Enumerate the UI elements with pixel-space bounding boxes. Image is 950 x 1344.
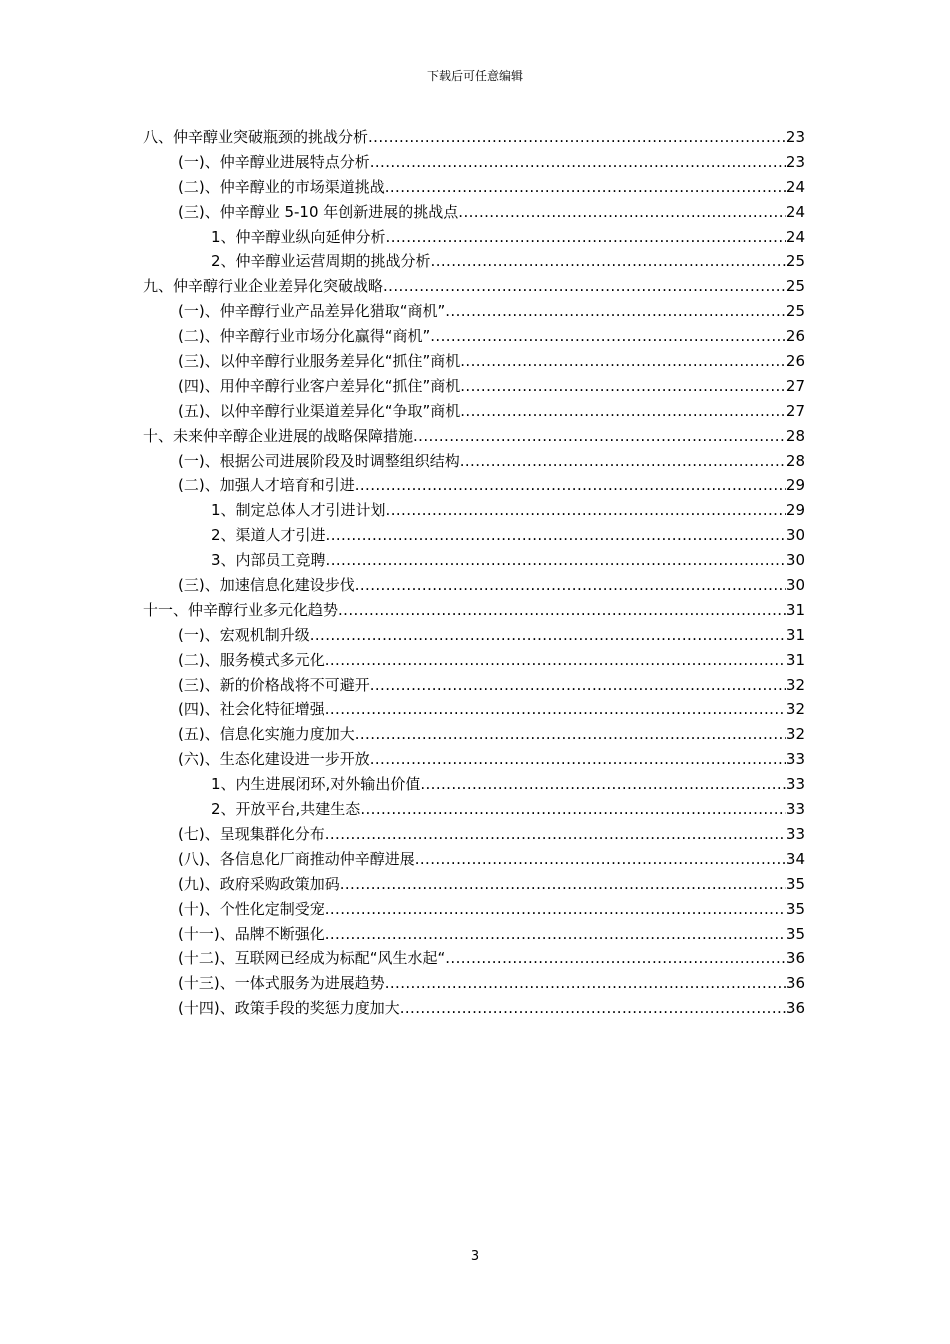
- toc-entry[interactable]: [143, 822, 805, 847]
- toc-entry-title: (二)、仲辛醇行业市场分化赢得“商机”: [178, 327, 431, 346]
- toc-dot-leader: [460, 374, 786, 399]
- toc-entry[interactable]: [143, 424, 805, 449]
- toc-dot-leader: [420, 772, 786, 797]
- toc-entry-title: 3、内部员工竞聘: [211, 551, 326, 570]
- toc-entry[interactable]: [143, 872, 805, 897]
- toc-entry-title: (十)、个性化定制受宠: [178, 899, 325, 918]
- toc-entry[interactable]: [143, 847, 805, 872]
- toc-entry-title: 八、仲辛醇业突破瓶颈的挑战分析: [143, 128, 369, 146]
- toc-dot-leader: [355, 722, 786, 747]
- toc-entry[interactable]: [143, 150, 805, 175]
- toc-entry[interactable]: [143, 473, 805, 498]
- toc-entry-title: 1、内生进展闭环,对外输出价值: [211, 775, 421, 794]
- toc-entry[interactable]: [143, 399, 805, 424]
- toc-dot-leader: [325, 648, 786, 673]
- toc-entry[interactable]: [143, 897, 805, 922]
- toc-entry-title: (九)、政府采购政策加码: [178, 874, 340, 893]
- toc-entry[interactable]: [143, 274, 805, 299]
- toc-dot-leader: [360, 797, 786, 822]
- toc-dot-leader: [338, 598, 786, 623]
- toc-entry-title: (十四)、政策手段的奖惩力度加大: [178, 999, 400, 1018]
- toc-entry-title: (一)、宏观机制升级: [178, 625, 310, 644]
- toc-entry-page: 33: [785, 824, 805, 843]
- toc-entry[interactable]: [143, 225, 805, 250]
- toc-entry[interactable]: [143, 797, 805, 822]
- toc-dot-leader: [385, 971, 786, 996]
- toc-dot-leader: [325, 697, 786, 722]
- toc-entry-title: (三)、以仲辛醇行业服务差异化“抓住”商机: [178, 352, 461, 371]
- toc-entry-title: 1、仲辛醇业纵向延伸分析: [211, 227, 386, 246]
- toc-dot-leader: [368, 125, 786, 150]
- toc-entry-page: 26: [785, 352, 805, 371]
- toc-entry[interactable]: [143, 200, 805, 225]
- toc-entry-page: 31: [785, 600, 805, 619]
- toc-entry-title: 1、制定总体人才引进计划: [211, 501, 386, 520]
- toc-entry[interactable]: [143, 175, 805, 200]
- toc-entry-page: 24: [785, 202, 805, 221]
- toc-entry-title: 2、渠道人才引进: [211, 526, 326, 545]
- toc-entry-title: 九、仲辛醇行业企业差异化突破战略: [143, 277, 384, 296]
- toc-dot-leader: [460, 349, 786, 374]
- toc-entry-page: 23: [785, 128, 805, 146]
- toc-entry-page: 23: [785, 152, 805, 171]
- toc-dot-leader: [383, 274, 786, 299]
- page-header: 下载后可任意编辑: [426, 69, 523, 83]
- toc-entry-title: (四)、用仲辛醇行业客户差异化“抓住”商机: [178, 376, 461, 395]
- toc-entry-page: 30: [785, 551, 805, 570]
- toc-entry-page: 29: [785, 476, 805, 495]
- toc-dot-leader: [385, 175, 786, 200]
- toc-entry-page: 32: [785, 675, 805, 694]
- toc-dot-leader: [460, 449, 786, 474]
- toc-entry-title: (一)、仲辛醇业进展特点分析: [178, 152, 370, 171]
- toc-entry-title: (三)、仲辛醇业 5-10 年创新进展的挑战点: [178, 202, 459, 221]
- toc-entry-page: 36: [785, 949, 805, 968]
- toc-entry-page: 34: [785, 849, 805, 868]
- toc-entry-title: (十二)、互联网已经成为标配“风生水起“: [178, 949, 446, 968]
- toc-entry-page: 30: [785, 576, 805, 595]
- toc-entry-page: 24: [785, 177, 805, 196]
- toc-dot-leader: [340, 872, 786, 897]
- toc-entry-title: (三)、加速信息化建设步伐: [178, 576, 355, 595]
- toc-entry[interactable]: [143, 449, 805, 474]
- toc-entry-title: (一)、仲辛醇行业产品差异化猎取“商机”: [178, 302, 446, 321]
- toc-entry[interactable]: [143, 623, 805, 648]
- toc-entry-page: 30: [785, 526, 805, 545]
- toc-entry-title: (六)、生态化建设进一步开放: [178, 750, 370, 769]
- toc-entry-page: 33: [785, 775, 805, 794]
- toc-entry[interactable]: [143, 946, 805, 971]
- toc-entry[interactable]: [143, 598, 805, 623]
- toc-dot-leader: [370, 673, 786, 698]
- toc-entry-title: 十一、仲辛醇行业多元化趋势: [143, 600, 339, 619]
- toc-dot-leader: [445, 299, 786, 324]
- toc-entry-page: 32: [785, 700, 805, 719]
- toc-entry-page: 25: [785, 302, 805, 321]
- toc-entry[interactable]: [143, 922, 805, 947]
- toc-dot-leader: [445, 946, 786, 971]
- toc-entry-page: 26: [785, 327, 805, 346]
- toc-entry-title: (八)、各信息化厂商推动仲辛醇进展: [178, 849, 415, 868]
- toc-entry[interactable]: [143, 498, 805, 523]
- toc-dot-leader: [400, 996, 786, 1021]
- toc-dot-leader: [430, 324, 786, 349]
- toc-entry[interactable]: [143, 971, 805, 996]
- toc-entry[interactable]: [143, 648, 805, 673]
- toc-entry[interactable]: [143, 125, 805, 150]
- toc-entry[interactable]: [143, 747, 805, 772]
- toc-entry-page: 31: [785, 625, 805, 644]
- toc-entry[interactable]: [143, 523, 805, 548]
- toc-entry-page: 28: [785, 426, 805, 445]
- toc-entry[interactable]: [143, 349, 805, 374]
- toc-entry-page: 32: [785, 725, 805, 744]
- toc-entry[interactable]: [143, 697, 805, 722]
- toc-dot-leader: [370, 747, 786, 772]
- toc-entry-title: 十、未来仲辛醇企业进展的战略保障措施: [143, 426, 414, 445]
- toc-entry-page: 29: [785, 501, 805, 520]
- toc-entry-title: 2、仲辛醇业运营周期的挑战分析: [211, 252, 431, 271]
- toc-dot-leader: [386, 498, 786, 523]
- toc-dot-leader: [355, 573, 786, 598]
- toc-dot-leader: [355, 473, 786, 498]
- toc-entry[interactable]: [143, 374, 805, 399]
- toc-entry-page: 25: [785, 252, 805, 271]
- toc-dot-leader: [325, 897, 786, 922]
- toc-entry-title: (二)、仲辛醇业的市场渠道挑战: [178, 177, 385, 196]
- toc-entry-page: 27: [785, 401, 805, 420]
- toc-entry-title: (四)、社会化特征增强: [178, 700, 325, 719]
- toc-dot-leader: [386, 225, 786, 250]
- toc-entry[interactable]: [143, 722, 805, 747]
- toc-entry[interactable]: [143, 249, 805, 274]
- toc-dot-leader: [460, 399, 786, 424]
- toc-entry-title: (三)、新的价格战将不可避开: [178, 675, 370, 694]
- toc-dot-leader: [325, 822, 786, 847]
- toc-entry-title: (五)、信息化实施力度加大: [178, 725, 355, 744]
- toc-entry[interactable]: [143, 324, 805, 349]
- toc-entry-title: (五)、以仲辛醇行业渠道差异化“争取”商机: [178, 401, 461, 420]
- toc-dot-leader: [431, 249, 786, 274]
- toc-entry-title: (二)、加强人才培育和引进: [178, 476, 355, 495]
- toc-entry-page: 33: [785, 800, 805, 819]
- toc-entry-title: (一)、根据公司进展阶段及时调整组织结构: [178, 451, 460, 470]
- toc-entry-page: 31: [785, 650, 805, 669]
- toc-dot-leader: [326, 548, 786, 573]
- toc-entry-page: 33: [785, 750, 805, 769]
- toc-entry-page: 27: [785, 376, 805, 395]
- toc-dot-leader: [413, 424, 786, 449]
- toc-dot-leader: [458, 200, 786, 225]
- toc-entry[interactable]: [143, 299, 805, 324]
- toc-dot-leader: [370, 150, 786, 175]
- page-number: 3: [470, 1249, 480, 1264]
- toc-entry-title: (七)、呈现集群化分布: [178, 824, 325, 843]
- toc-dot-leader: [415, 847, 786, 872]
- toc-entry-page: 36: [785, 999, 805, 1018]
- toc-entry[interactable]: [143, 996, 805, 1021]
- toc-entry-page: 35: [785, 924, 805, 943]
- toc-entry[interactable]: [143, 548, 805, 573]
- toc-entry-page: 35: [785, 874, 805, 893]
- toc-entry-title: (十三)、一体式服务为进展趋势: [178, 974, 385, 993]
- toc-entry-title: (十一)、品牌不断强化: [178, 924, 325, 943]
- toc-dot-leader: [310, 623, 786, 648]
- toc-entry-page: 28: [785, 451, 805, 470]
- toc-entry[interactable]: [143, 573, 805, 598]
- table-of-contents: [143, 125, 805, 1021]
- toc-dot-leader: [325, 922, 786, 947]
- toc-entry-page: 25: [785, 277, 805, 296]
- toc-entry-page: 36: [785, 974, 805, 993]
- toc-entry-title: 2、开放平台,共建生态: [211, 800, 361, 819]
- toc-entry-page: 35: [785, 899, 805, 918]
- toc-dot-leader: [326, 523, 786, 548]
- toc-entry[interactable]: [143, 772, 805, 797]
- toc-entry[interactable]: [143, 673, 805, 698]
- toc-entry-title: (二)、服务模式多元化: [178, 650, 325, 669]
- toc-entry-page: 24: [785, 227, 805, 246]
